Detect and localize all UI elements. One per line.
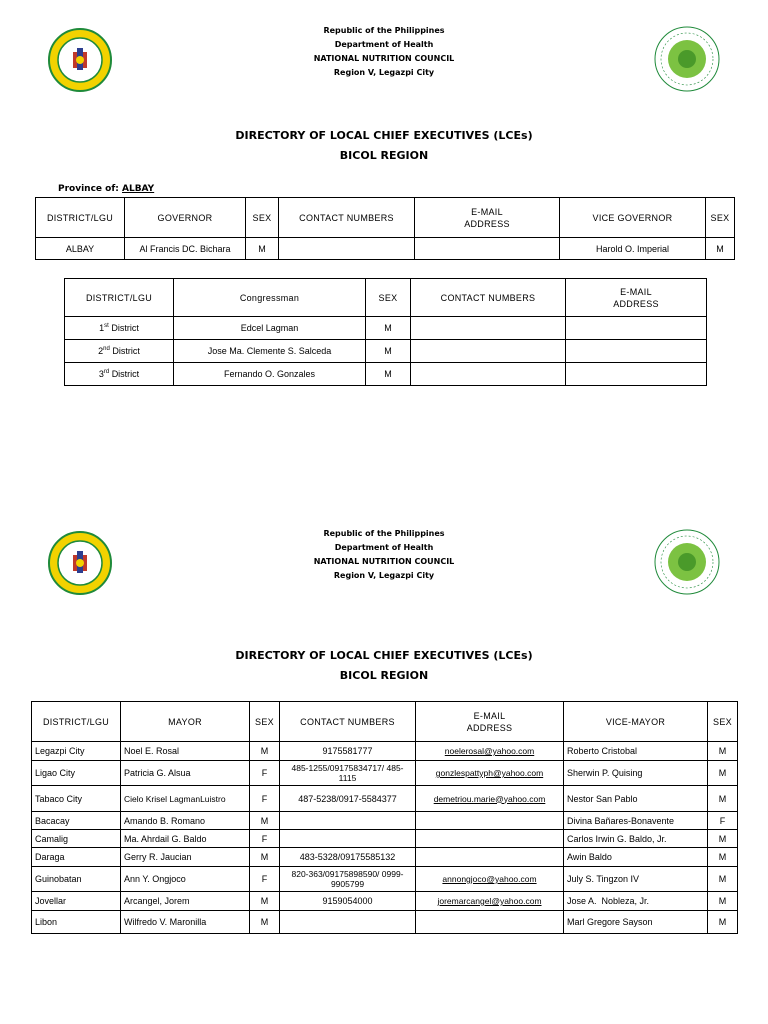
document-subtitle: BICOL REGION	[339, 669, 429, 682]
cell-email: noelerosal@yahoo.com	[416, 742, 564, 761]
cell-contact	[411, 363, 566, 386]
cell-email: gonzlespattyph@yahoo.com	[416, 761, 564, 786]
header-council: NATIONAL NUTRITION COUNCIL	[313, 54, 455, 63]
col-contact: CONTACT NUMBERS	[279, 198, 415, 238]
cell-vice-mayor: Roberto Cristobal	[564, 742, 708, 761]
cell-vice-mayor: Marl Gregore Sayson	[564, 911, 708, 934]
cell-lgu: Ligao City	[32, 761, 121, 786]
cell-email	[416, 830, 564, 848]
cell-contact: 820-363/09175898590/ 0999-9905799	[280, 867, 416, 892]
cell-lgu: Tabaco City	[32, 786, 121, 812]
cell-vice-mayor: Jose A. Nobleza, Jr.	[564, 892, 708, 911]
cell-vice-mayor: Carlos Irwin G. Baldo, Jr.	[564, 830, 708, 848]
cell-contact	[279, 238, 415, 260]
col-district-lgu: DISTRICT/LGU	[32, 702, 121, 742]
cell-vice-governor: Harold O. Imperial	[560, 238, 706, 260]
cell-vice-mayor: Sherwin P. Quising	[564, 761, 708, 786]
cell-vice-sex: M	[708, 830, 738, 848]
cell-congressman: Jose Ma. Clemente S. Salceda	[174, 340, 366, 363]
table-row	[65, 340, 707, 363]
col-governor: GOVERNOR	[125, 198, 246, 238]
cell-mayor: Patricia G. Alsua	[121, 761, 250, 786]
cell-email	[415, 238, 560, 260]
header-department: Department of Health	[334, 40, 434, 49]
table-row	[32, 892, 738, 911]
table-row	[32, 867, 738, 892]
cell-sex: M	[250, 892, 280, 911]
cell-contact	[411, 340, 566, 363]
table-row	[32, 911, 738, 934]
table-row	[32, 786, 738, 812]
cell-lgu: Camalig	[32, 830, 121, 848]
col-sex: SEX	[250, 702, 280, 742]
col-district-lgu: DISTRICT/LGU	[36, 198, 125, 238]
col-vice-mayor: VICE-MAYOR	[564, 702, 708, 742]
col-sex: SEX	[246, 198, 279, 238]
cell-vice-mayor: July S. Tingzon IV	[564, 867, 708, 892]
cell-lgu: Legazpi City	[32, 742, 121, 761]
header-region: Region V, Legazpi City	[333, 571, 435, 580]
cell-contact	[280, 830, 416, 848]
cell-sex: F	[250, 761, 280, 786]
col-congressman: Congressman	[174, 279, 366, 317]
cell-contact: 9175581777	[280, 742, 416, 761]
cell-sex: M	[246, 238, 279, 260]
cell-vice-sex: M	[708, 786, 738, 812]
table-row	[32, 761, 738, 786]
col-email: E-MAIL ADDRESS	[416, 702, 564, 742]
cell-email	[416, 812, 564, 830]
header-republic: Republic of the Philippines	[323, 26, 445, 35]
cell-district: 3rd District	[65, 363, 174, 386]
province-name: ALBAY	[122, 184, 155, 194]
cell-lgu: Jovellar	[32, 892, 121, 911]
cell-sex: F	[250, 867, 280, 892]
cell-sex: M	[250, 848, 280, 867]
cell-contact	[280, 812, 416, 830]
header-text-block	[0, 24, 768, 80]
cell-sex: M	[250, 742, 280, 761]
cell-vice-sex: M	[708, 848, 738, 867]
cell-vice-sex: M	[708, 892, 738, 911]
cell-email	[566, 363, 707, 386]
cell-email	[566, 340, 707, 363]
cell-contact: 485-1255/09175834717/ 485-1115	[280, 761, 416, 786]
col-district-lgu: DISTRICT/LGU	[65, 279, 174, 317]
cell-mayor: Gerry R. Jaucian	[121, 848, 250, 867]
col-email: E-MAIL ADDRESS	[415, 198, 560, 238]
province-label	[58, 184, 154, 194]
cell-mayor: Ma. Ahrdail G. Baldo	[121, 830, 250, 848]
cell-sex: M	[366, 340, 411, 363]
cell-contact: 487-5238/0917-5584377	[280, 786, 416, 812]
cell-congressman: Edcel Lagman	[174, 317, 366, 340]
col-vice-sex: SEX	[706, 198, 735, 238]
cell-lgu: Guinobatan	[32, 867, 121, 892]
cell-mayor: Arcangel, Jorem	[121, 892, 250, 911]
col-contact: CONTACT NUMBERS	[280, 702, 416, 742]
cell-sex: F	[250, 830, 280, 848]
document-title: DIRECTORY OF LOCAL CHIEF EXECUTIVES (LCEs)	[235, 129, 533, 142]
cell-email: joremarcangel@yahoo.com	[416, 892, 564, 911]
cell-vice-mayor: Nestor San Pablo	[564, 786, 708, 812]
cell-district: 2nd District	[65, 340, 174, 363]
col-vice-governor: VICE GOVERNOR	[560, 198, 706, 238]
cell-sex: M	[366, 317, 411, 340]
header-text-block	[0, 527, 768, 583]
cell-contact: 483-5328/09175585132	[280, 848, 416, 867]
col-contact: CONTACT NUMBERS	[411, 279, 566, 317]
cell-email	[416, 911, 564, 934]
cell-sex: M	[250, 911, 280, 934]
cell-vice-sex: M	[708, 911, 738, 934]
document-title-block	[0, 126, 768, 166]
cell-vice-sex: M	[706, 238, 735, 260]
table-row	[32, 812, 738, 830]
table-row	[32, 830, 738, 848]
cell-district: 1st District	[65, 317, 174, 340]
cell-lgu: ALBAY	[36, 238, 125, 260]
cell-contact	[411, 317, 566, 340]
cell-mayor: Amando B. Romano	[121, 812, 250, 830]
mayor-table	[31, 701, 738, 934]
document-title: DIRECTORY OF LOCAL CHIEF EXECUTIVES (LCEs)	[235, 649, 533, 662]
cell-lgu: Bacacay	[32, 812, 121, 830]
document-subtitle: BICOL REGION	[339, 149, 429, 162]
cell-mayor: Cielo Krisel LagmanLuistro	[121, 786, 250, 812]
table-row	[32, 848, 738, 867]
col-email: E-MAIL ADDRESS	[566, 279, 707, 317]
header-council: NATIONAL NUTRITION COUNCIL	[313, 557, 455, 566]
cell-mayor: Noel E. Rosal	[121, 742, 250, 761]
governor-table	[35, 197, 735, 260]
table-row	[36, 238, 735, 260]
cell-contact	[280, 911, 416, 934]
cell-email: annongjoco@yahoo.com	[416, 867, 564, 892]
cell-sex: F	[250, 786, 280, 812]
header-department: Department of Health	[334, 543, 434, 552]
cell-lgu: Libon	[32, 911, 121, 934]
congress-table	[64, 278, 707, 386]
header-region: Region V, Legazpi City	[333, 68, 435, 77]
col-sex: SEX	[366, 279, 411, 317]
document-title-block	[0, 646, 768, 686]
cell-email: demetriou.marie@yahoo.com	[416, 786, 564, 812]
header-republic: Republic of the Philippines	[323, 529, 445, 538]
cell-congressman: Fernando O. Gonzales	[174, 363, 366, 386]
cell-email	[566, 317, 707, 340]
cell-vice-mayor: Awin Baldo	[564, 848, 708, 867]
cell-sex: M	[250, 812, 280, 830]
cell-vice-sex: M	[708, 867, 738, 892]
table-row	[32, 742, 738, 761]
cell-governor: Al Francis DC. Bichara	[125, 238, 246, 260]
cell-vice-sex: M	[708, 761, 738, 786]
cell-lgu: Daraga	[32, 848, 121, 867]
cell-email	[416, 848, 564, 867]
cell-mayor: Wilfredo V. Maronilla	[121, 911, 250, 934]
col-vice-sex: SEX	[708, 702, 738, 742]
cell-sex: M	[366, 363, 411, 386]
cell-contact: 9159054000	[280, 892, 416, 911]
col-mayor: MAYOR	[121, 702, 250, 742]
table-row	[65, 317, 707, 340]
cell-vice-sex: F	[708, 812, 738, 830]
cell-mayor: Ann Y. Ongjoco	[121, 867, 250, 892]
table-row	[65, 363, 707, 386]
cell-vice-sex: M	[708, 742, 738, 761]
province-prefix: Province of:	[58, 184, 119, 194]
cell-vice-mayor: Divina Bañares-Bonavente	[564, 812, 708, 830]
